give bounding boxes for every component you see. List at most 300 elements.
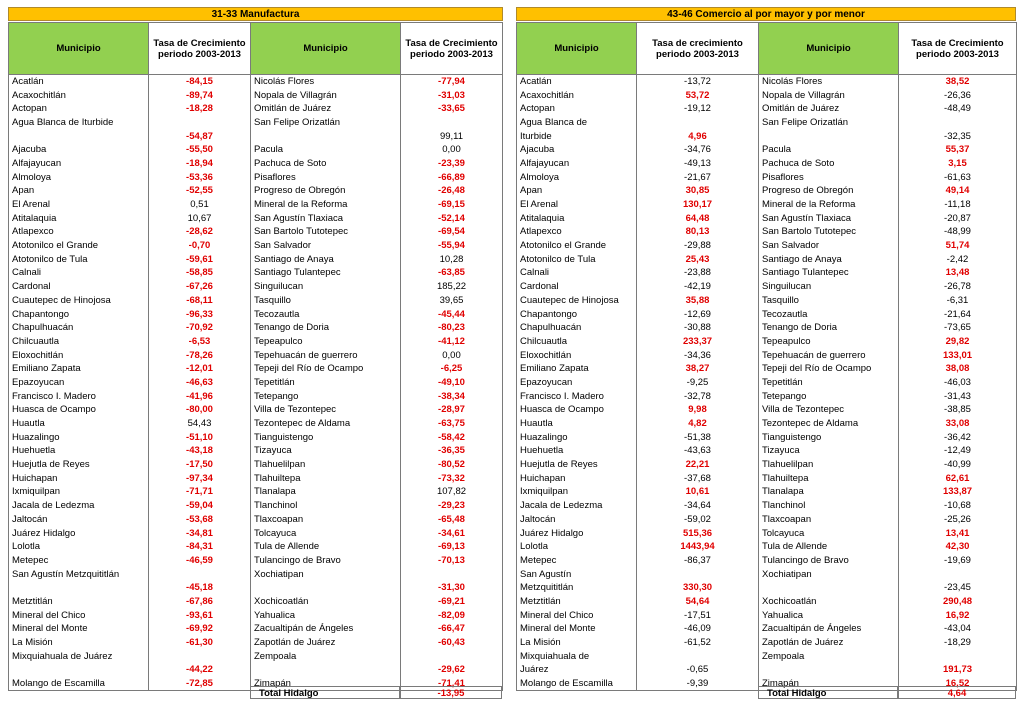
- table-row: [517, 430, 759, 444]
- municipio-cell: Zapotlán de Juárez: [251, 636, 401, 650]
- manufactura-table-a: [8, 22, 251, 691]
- municipio-cell: San Salvador: [759, 239, 899, 253]
- tasa-cell: 107,82: [401, 485, 503, 499]
- tasa-cell: -23,39: [401, 157, 503, 171]
- municipio-cell: Eloxochitlán: [9, 348, 149, 362]
- municipio-cell: Agua Blanca de: [517, 116, 637, 130]
- tasa-cell: -69,13: [401, 540, 503, 554]
- table-row: [9, 252, 251, 266]
- municipio-cell: Nicolás Flores: [251, 75, 401, 89]
- municipio-cell: Santiago Tulantepec: [251, 266, 401, 280]
- tasa-cell: -30,88: [637, 321, 759, 335]
- municipio-cell: Alfajayucan: [517, 157, 637, 171]
- municipio-cell: Santiago Tulantepec: [759, 266, 899, 280]
- table-row: [251, 663, 503, 677]
- municipio-cell: Tizayuca: [759, 444, 899, 458]
- municipio-cell: Zempoala: [759, 649, 899, 663]
- table-row: [9, 143, 251, 157]
- municipio-cell: Atlapexco: [517, 225, 637, 239]
- table-row: [517, 294, 759, 308]
- municipio-cell: Ajacuba: [9, 143, 149, 157]
- tasa-cell: -12,01: [149, 362, 251, 376]
- tasa-cell: -69,21: [401, 595, 503, 609]
- tasa-cell: -53,36: [149, 170, 251, 184]
- municipio-cell: Lolotla: [517, 540, 637, 554]
- total-label: Total Hidalgo: [758, 686, 898, 699]
- municipio-cell: Singuilucan: [759, 280, 899, 294]
- tasa-cell: [149, 649, 251, 663]
- municipio-cell: Zimapán: [759, 677, 899, 691]
- tasa-cell: -70,92: [149, 321, 251, 335]
- municipio-cell: [9, 581, 149, 595]
- tasa-cell: 133,87: [899, 485, 1017, 499]
- tasa-cell: -80,00: [149, 403, 251, 417]
- tasa-cell: -38,85: [899, 403, 1017, 417]
- tasa-cell: -46,59: [149, 554, 251, 568]
- tasa-cell: -44,22: [149, 663, 251, 677]
- municipio-cell: Acatlán: [517, 75, 637, 89]
- table-row: [517, 280, 759, 294]
- table-row: [759, 513, 1017, 527]
- municipio-cell: Tetepango: [251, 389, 401, 403]
- table-row: [517, 608, 759, 622]
- tasa-cell: 0,51: [149, 198, 251, 212]
- municipio-cell: Calnali: [517, 266, 637, 280]
- municipio-cell: Nopala de Villagrán: [251, 88, 401, 102]
- table-row: [759, 622, 1017, 636]
- tasa-cell: -25,26: [899, 513, 1017, 527]
- table-row: [9, 170, 251, 184]
- municipio-cell: Tlanchinol: [759, 499, 899, 513]
- table-row: [251, 499, 503, 513]
- tasa-cell: -28,97: [401, 403, 503, 417]
- municipio-cell: Metztitlán: [517, 595, 637, 609]
- tasa-cell: -61,30: [149, 636, 251, 650]
- table-row: [251, 252, 503, 266]
- tasa-cell: -49,13: [637, 157, 759, 171]
- municipio-cell: Cuautepec de Hinojosa: [9, 294, 149, 308]
- table-row: [251, 348, 503, 362]
- municipio-cell: Tezontepec de Aldama: [251, 417, 401, 431]
- municipio-cell: Xochiatipan: [251, 567, 401, 581]
- table-row: [251, 88, 503, 102]
- tasa-cell: -89,74: [149, 88, 251, 102]
- municipio-cell: Juárez Hidalgo: [9, 526, 149, 540]
- municipio-cell: [759, 581, 899, 595]
- tasa-cell: -69,15: [401, 198, 503, 212]
- table-row: [251, 116, 503, 130]
- tasa-cell: -97,34: [149, 471, 251, 485]
- table-row: [9, 567, 251, 581]
- tasa-cell: -58,42: [401, 430, 503, 444]
- tasa-cell: 10,67: [149, 211, 251, 225]
- tasa-cell: [401, 116, 503, 130]
- municipio-cell: Francisco I. Madero: [517, 389, 637, 403]
- table-row: [517, 540, 759, 554]
- tasa-cell: [899, 116, 1017, 130]
- manufactura-rows-b: [251, 75, 503, 691]
- table-row: [9, 649, 251, 663]
- municipio-cell: Tula de Allende: [251, 540, 401, 554]
- manufactura-rows-a: [9, 75, 251, 691]
- table-row: [517, 636, 759, 650]
- table-row: [251, 239, 503, 253]
- municipio-cell: San Agustín Metzquititlán: [9, 567, 149, 581]
- table-row: [251, 649, 503, 663]
- tasa-cell: -70,13: [401, 554, 503, 568]
- municipio-cell: San Agustín Tlaxiaca: [251, 211, 401, 225]
- municipio-cell: Tianguistengo: [251, 430, 401, 444]
- tasa-cell: -0,70: [149, 239, 251, 253]
- municipio-cell: Huazalingo: [9, 430, 149, 444]
- total-value: -13,95: [400, 686, 502, 699]
- municipio-cell: Tulancingo de Bravo: [759, 554, 899, 568]
- table-row: [759, 225, 1017, 239]
- table-row: [9, 129, 251, 143]
- municipio-cell: Tlahuelilpan: [251, 458, 401, 472]
- table-row: [759, 211, 1017, 225]
- comercio-table-b: [758, 22, 1017, 691]
- tasa-cell: -31,43: [899, 389, 1017, 403]
- tasa-cell: -51,10: [149, 430, 251, 444]
- tasa-cell: [637, 567, 759, 581]
- table-row: [251, 198, 503, 212]
- tasa-cell: -23,88: [637, 266, 759, 280]
- table-row: [251, 554, 503, 568]
- tasa-cell: 55,37: [899, 143, 1017, 157]
- municipio-cell: Atotonilco de Tula: [517, 252, 637, 266]
- tasa-cell: -23,45: [899, 581, 1017, 595]
- col-header-tasa: Tasa de Crecimiento periodo 2003-2013: [149, 23, 251, 75]
- table-row: [517, 403, 759, 417]
- table-row: [251, 335, 503, 349]
- tasa-cell: -19,12: [637, 102, 759, 116]
- table-row: [9, 102, 251, 116]
- municipio-cell: Ixmiquilpan: [517, 485, 637, 499]
- table-row: [517, 157, 759, 171]
- municipio-cell: Alfajayucan: [9, 157, 149, 171]
- table-row: [759, 348, 1017, 362]
- municipio-cell: Acaxochitlán: [517, 88, 637, 102]
- municipio-cell: [251, 663, 401, 677]
- table-row: [759, 307, 1017, 321]
- tasa-cell: -31,30: [401, 581, 503, 595]
- table-row: [517, 471, 759, 485]
- table-row: [251, 444, 503, 458]
- municipio-cell: San Felipe Orizatlán: [759, 116, 899, 130]
- tasa-cell: 33,08: [899, 417, 1017, 431]
- municipio-cell: Huehuetla: [517, 444, 637, 458]
- table-row: [517, 170, 759, 184]
- table-row: [759, 444, 1017, 458]
- tasa-cell: 191,73: [899, 663, 1017, 677]
- tasa-cell: 39,65: [401, 294, 503, 308]
- municipio-cell: Tizayuca: [251, 444, 401, 458]
- tasa-cell: -21,64: [899, 307, 1017, 321]
- comercio-panel: [516, 7, 1016, 21]
- tasa-cell: -61,63: [899, 170, 1017, 184]
- table-row: [517, 88, 759, 102]
- table-row: [759, 157, 1017, 171]
- table-row: [759, 471, 1017, 485]
- tasa-cell: -19,69: [899, 554, 1017, 568]
- table-row: [251, 376, 503, 390]
- table-row: [9, 485, 251, 499]
- tasa-cell: -34,76: [637, 143, 759, 157]
- tasa-cell: -72,85: [149, 677, 251, 691]
- municipio-cell: Juárez: [517, 663, 637, 677]
- municipio-cell: Calnali: [9, 266, 149, 280]
- table-row: [9, 444, 251, 458]
- tasa-cell: -26,48: [401, 184, 503, 198]
- tasa-cell: -48,49: [899, 102, 1017, 116]
- tasa-cell: [899, 567, 1017, 581]
- table-row: [251, 458, 503, 472]
- table-row: [759, 143, 1017, 157]
- municipio-cell: Huasca de Ocampo: [517, 403, 637, 417]
- tasa-cell: -80,23: [401, 321, 503, 335]
- municipio-cell: Mineral del Chico: [9, 608, 149, 622]
- municipio-cell: Chapantongo: [9, 307, 149, 321]
- municipio-cell: Mineral de la Reforma: [251, 198, 401, 212]
- table-row: [517, 102, 759, 116]
- table-row: [517, 225, 759, 239]
- tasa-cell: -66,89: [401, 170, 503, 184]
- table-row: [9, 513, 251, 527]
- table-row: [9, 348, 251, 362]
- tasa-cell: -6,53: [149, 335, 251, 349]
- tasa-cell: 49,14: [899, 184, 1017, 198]
- tasa-cell: [637, 649, 759, 663]
- municipio-cell: Atotonilco de Tula: [9, 252, 149, 266]
- table-row: [9, 198, 251, 212]
- tasa-cell: 13,48: [899, 266, 1017, 280]
- municipio-cell: Epazoyucan: [517, 376, 637, 390]
- table-row: [517, 116, 759, 130]
- municipio-cell: Xochicoatlán: [759, 595, 899, 609]
- col-header-tasa: Tasa de Crecimiento periodo 2003-2013: [899, 23, 1017, 75]
- manufactura-total-row: [250, 686, 502, 699]
- municipio-cell: Tula de Allende: [759, 540, 899, 554]
- table-row: [759, 170, 1017, 184]
- municipio-cell: Acatlán: [9, 75, 149, 89]
- municipio-cell: Tenango de Doria: [251, 321, 401, 335]
- table-row: [251, 225, 503, 239]
- comercio-rows-b: [759, 75, 1017, 691]
- tasa-cell: 25,43: [637, 252, 759, 266]
- table-row: [251, 581, 503, 595]
- tasa-cell: -46,63: [149, 376, 251, 390]
- table-row: [517, 485, 759, 499]
- col-header-municipio: Municipio: [251, 23, 401, 75]
- municipio-cell: Metzquititlán: [517, 581, 637, 595]
- municipio-cell: Molango de Escamilla: [517, 677, 637, 691]
- tasa-cell: 38,27: [637, 362, 759, 376]
- table-row: [759, 116, 1017, 130]
- table-row: [759, 526, 1017, 540]
- tasa-cell: -28,62: [149, 225, 251, 239]
- tasa-cell: -84,15: [149, 75, 251, 89]
- table-row: [759, 649, 1017, 663]
- tasa-cell: 51,74: [899, 239, 1017, 253]
- municipio-cell: Eloxochitlán: [517, 348, 637, 362]
- tasa-cell: 62,61: [899, 471, 1017, 485]
- tasa-cell: -37,68: [637, 471, 759, 485]
- table-row: [759, 567, 1017, 581]
- municipio-cell: La Misión: [9, 636, 149, 650]
- municipio-cell: Tlahuelilpan: [759, 458, 899, 472]
- municipio-cell: Tepehuacán de guerrero: [759, 348, 899, 362]
- tasa-cell: -42,19: [637, 280, 759, 294]
- tasa-cell: -36,42: [899, 430, 1017, 444]
- tasa-cell: 22,21: [637, 458, 759, 472]
- municipio-cell: San Agustín Tlaxiaca: [759, 211, 899, 225]
- tasa-cell: -54,87: [149, 129, 251, 143]
- table-row: [517, 649, 759, 663]
- tasa-cell: 3,15: [899, 157, 1017, 171]
- table-row: [517, 184, 759, 198]
- table-row: [759, 102, 1017, 116]
- municipio-cell: Tepeapulco: [759, 335, 899, 349]
- table-row: [251, 294, 503, 308]
- tasa-cell: -29,23: [401, 499, 503, 513]
- municipio-cell: Zempoala: [251, 649, 401, 663]
- municipio-cell: Emiliano Zapata: [9, 362, 149, 376]
- municipio-cell: Metztitlán: [9, 595, 149, 609]
- municipio-cell: Apan: [517, 184, 637, 198]
- table-row: [759, 663, 1017, 677]
- municipio-cell: Tepeji del Río de Ocampo: [759, 362, 899, 376]
- tasa-cell: -52,55: [149, 184, 251, 198]
- municipio-cell: Molango de Escamilla: [9, 677, 149, 691]
- col-header-municipio: Municipio: [759, 23, 899, 75]
- municipio-cell: Xochicoatlán: [251, 595, 401, 609]
- table-row: [517, 458, 759, 472]
- municipio-cell: Tlaxcoapan: [759, 513, 899, 527]
- municipio-cell: [759, 129, 899, 143]
- municipio-cell: Tecozautla: [759, 307, 899, 321]
- tasa-cell: -63,75: [401, 417, 503, 431]
- municipio-cell: Mineral del Chico: [517, 608, 637, 622]
- municipio-cell: Atitalaquia: [517, 211, 637, 225]
- tasa-cell: 330,30: [637, 581, 759, 595]
- tasa-cell: -18,29: [899, 636, 1017, 650]
- tasa-cell: 0,00: [401, 348, 503, 362]
- tasa-cell: -49,10: [401, 376, 503, 390]
- tasa-cell: -78,26: [149, 348, 251, 362]
- table-row: [9, 225, 251, 239]
- tasa-cell: -71,41: [401, 677, 503, 691]
- table-row: [759, 321, 1017, 335]
- table-row: [251, 129, 503, 143]
- table-row: [9, 266, 251, 280]
- table-row: [9, 636, 251, 650]
- table-row: [9, 389, 251, 403]
- tasa-cell: 38,08: [899, 362, 1017, 376]
- table-row: [251, 417, 503, 431]
- municipio-cell: Tlaxcoapan: [251, 513, 401, 527]
- tasa-cell: -17,51: [637, 608, 759, 622]
- table-row: [759, 485, 1017, 499]
- table-row: [251, 595, 503, 609]
- tasa-cell: 80,13: [637, 225, 759, 239]
- municipio-cell: Ajacuba: [517, 143, 637, 157]
- municipio-cell: Tulancingo de Bravo: [251, 554, 401, 568]
- tasa-cell: 42,30: [899, 540, 1017, 554]
- municipio-cell: Huasca de Ocampo: [9, 403, 149, 417]
- table-row: [251, 362, 503, 376]
- table-row: [9, 403, 251, 417]
- tasa-cell: -41,96: [149, 389, 251, 403]
- tasa-cell: 64,48: [637, 211, 759, 225]
- tasa-cell: -17,50: [149, 458, 251, 472]
- municipio-cell: San Salvador: [251, 239, 401, 253]
- municipio-cell: Pisaflores: [759, 170, 899, 184]
- municipio-cell: San Bartolo Tutotepec: [251, 225, 401, 239]
- table-row: [9, 554, 251, 568]
- comercio-rows-a: [517, 75, 759, 691]
- tasa-cell: -71,71: [149, 485, 251, 499]
- table-row: [251, 211, 503, 225]
- tasa-cell: -84,31: [149, 540, 251, 554]
- municipio-cell: Huichapan: [517, 471, 637, 485]
- table-row: [517, 376, 759, 390]
- table-row: [9, 663, 251, 677]
- tasa-cell: -45,44: [401, 307, 503, 321]
- tasa-cell: -34,36: [637, 348, 759, 362]
- municipio-cell: Tlahuiltepa: [759, 471, 899, 485]
- municipio-cell: Mixquiahuala de: [517, 649, 637, 663]
- municipio-cell: Agua Blanca de Iturbide: [9, 116, 149, 130]
- table-row: [251, 636, 503, 650]
- tasa-cell: -6,31: [899, 294, 1017, 308]
- municipio-cell: El Arenal: [517, 198, 637, 212]
- tasa-cell: -31,03: [401, 88, 503, 102]
- tasa-cell: -36,35: [401, 444, 503, 458]
- tasa-cell: 4,82: [637, 417, 759, 431]
- tasa-cell: -59,04: [149, 499, 251, 513]
- table-row: [9, 116, 251, 130]
- table-row: [517, 143, 759, 157]
- municipio-cell: Lolotla: [9, 540, 149, 554]
- municipio-cell: Atitalaquia: [9, 211, 149, 225]
- table-row: [759, 499, 1017, 513]
- tasa-cell: -43,18: [149, 444, 251, 458]
- municipio-cell: Jacala de Ledezma: [517, 499, 637, 513]
- table-row: [9, 321, 251, 335]
- tasa-cell: -61,52: [637, 636, 759, 650]
- table-row: [517, 677, 759, 691]
- municipio-cell: Huejutla de Reyes: [517, 458, 637, 472]
- municipio-cell: Tolcayuca: [759, 526, 899, 540]
- table-row: [517, 252, 759, 266]
- tasa-cell: -34,64: [637, 499, 759, 513]
- tasa-cell: 10,61: [637, 485, 759, 499]
- tasa-cell: 13,41: [899, 526, 1017, 540]
- municipio-cell: Tezontepec de Aldama: [759, 417, 899, 431]
- table-row: [9, 417, 251, 431]
- municipio-cell: Pisaflores: [251, 170, 401, 184]
- tasa-cell: -34,61: [401, 526, 503, 540]
- municipio-cell: Iturbide: [517, 129, 637, 143]
- tasa-cell: -2,42: [899, 252, 1017, 266]
- tasa-cell: -6,25: [401, 362, 503, 376]
- table-row: [9, 294, 251, 308]
- table-row: [517, 348, 759, 362]
- table-row: [759, 581, 1017, 595]
- tasa-cell: -33,65: [401, 102, 503, 116]
- tasa-cell: -29,88: [637, 239, 759, 253]
